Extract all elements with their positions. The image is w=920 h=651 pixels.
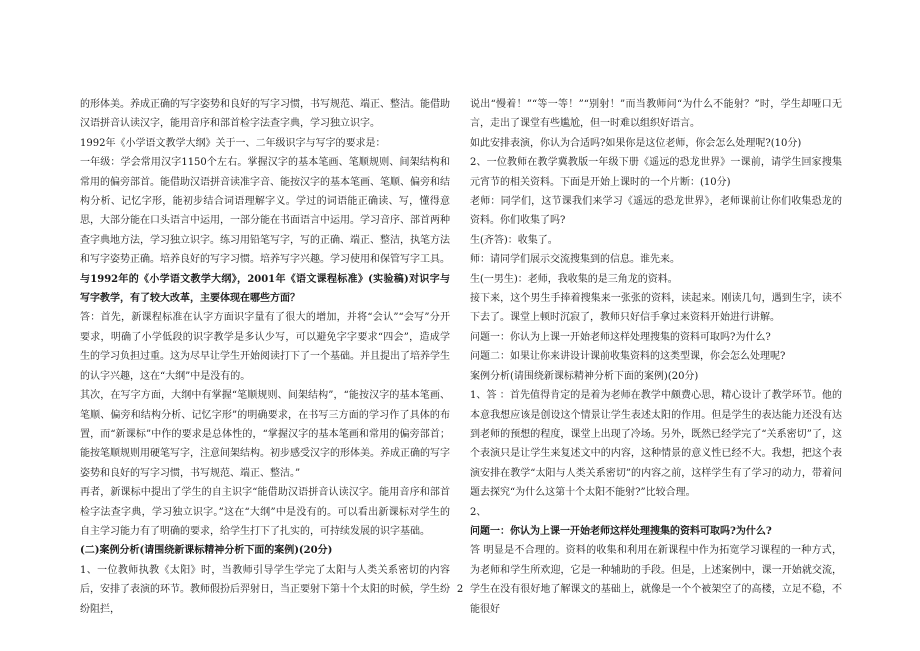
paragraph: 生(齐答)：收集了。: [470, 234, 558, 246]
paragraph: 师：请同学们展示交流搜集到的信息。谁先来。: [470, 254, 680, 266]
paragraph: 与1992年的《小学语文教学大纲》，2001年《语文课程标准》(实验稿)对识字与写字教学，有了较大改革，主要体现在哪些方面？: [80, 273, 450, 305]
paragraph: 问题二：如果让你来讲设计课前收集资料的这类型课，你会怎么处理呢?: [470, 351, 786, 363]
paragraph: 案例分析(请围绕新课标精神分析下面的案例)(20分): [470, 370, 699, 382]
paragraph: 1992年《小学语文教学大纲》关于一、二年级识字与写字的要求是：: [80, 137, 386, 149]
paragraph: 老师：同学们，这节课我们来学习《遥远的恐龙世界》，老师课前让你们收集恐龙的资料。你们收集了吗?: [470, 196, 842, 227]
paragraph: 生(一男生)：老师，我收集的是三角龙的资料。: [470, 273, 678, 285]
paragraph: 1、答 ：首先值得肯定的是着为老师在教学中颇费心思，精心设计了教学环节。他的本意我想应该是创设这个情景让学生表述太阳的作用。但是学生的表达能力还没有达到老师的预想的程度，课堂上出现了冷场。另外，既然已经学完了“关系密切”了，这个表演只是让学生来复述文中的内容，这种情景的意义性已经不大。我想，把这个表演安排在教学“太阳与人类关系密切”的内容之前，这样学生有了学习的动力，带着问题去探究“为什么这第十个太阳不能射?”比较合理。: [470, 390, 842, 499]
paragraph: 再者，新课标中提出了学生的自主识字“能借助汉语拼音认读汉字。能用音序和部首检字法查字典，学习独立识字。”这在“大纲”中是没有的。可以看出新课标对学生的自主学习能力有了明确的要求，给学生打下了扎实的，可持续发展的识字基础。: [80, 487, 450, 537]
paragraph: 如此安排表演，你认为合适吗?如果你是这位老师，你会怎么处理呢?(10分): [470, 137, 802, 149]
paragraph: 一年级：学会常用汉字1150个左右。掌握汉字的基本笔画、笔顺规则、间架结构和常用的偏旁部首。能借助汉语拼音读准字音、能按汉字的基本笔画、笔顺、偏旁和结构分析、记忆字形，能初步结合词语理解字义。学过的词语能正确读、写，懂得意思，大部分能在口头语言中运用，一部分能在书面语言中运用。学习音序、部首两种查字典地方法，学习独立识字。练习用铅笔写字，写的正确、端正、整洁，执笔方法和写字姿势正确。培养良好的写字习惯。培养写字兴趣。学习使用和保管写字工具。: [80, 157, 450, 266]
paragraph: 说出“慢着！”“等一等！”“别射！”而当教师问“为什么不能射？”时，学生却哑口无言，走出了课堂有些尴尬，但一时难以组织好语言。: [470, 99, 842, 130]
paragraph: (二)案例分析(请围绕新课标精神分析下面的案例)(20分): [80, 545, 333, 557]
right-column: [470, 95, 842, 619]
page-number: 2: [456, 584, 464, 595]
paragraph: 答 明显是不合理的。资料的收集和利用在新课程中作为拓宽学习课程的一种方式，为老师和学生所欢迎，它是一种辅助的手段。但是，上述案例中，课一开始就交流，学生在没有很好地了解课文的基础上，就像是一个个被架空了的高楼，立足不稳，不能很好: [470, 545, 842, 615]
paragraph: 答：首先，新课程标准在认字方面识字量有了很大的增加，并将“会认”“会写”分开要求，明确了小学低段的识字教学是多认少写，可以避免字字要求“四会”，造成学生的学习负担过重。这为尽早让学生开始阅读打下了一个基础。并且提出了培养学生的认字兴趣，这在“大纲”中是没有的。: [80, 312, 450, 382]
paragraph: 的形体美。养成正确的写字姿势和良好的写字习惯，书写规范、端正、整洁。能借助汉语拼音认读汉字，能用音序和部首检字法查字典，学习独立识字。: [80, 99, 450, 130]
left-column: [80, 95, 450, 619]
paragraph: 2、: [470, 506, 487, 518]
paragraph: 问题一：你认为上课一开始老师这样处理搜集的资料可取吗?为什么?: [470, 331, 771, 343]
paragraph: 其次，在写字方面，大纲中有掌握“笔顺规则、间架结构”，“能按汉字的基本笔画、笔顺、偏旁和结构分析、记忆字形”的明确要求，在书写三方面的学习作了具体的布置，而“新课标”中作的要求是总体性的，“掌握汉字的基本笔画和常用的偏旁部首；能按笔顺规则用硬笔写字，注意间架结构。初步感受汉字的形体美。养成正确的写字姿势和良好的写字习惯，书写规范、端正、整洁。”: [80, 390, 450, 479]
paragraph: 2、一位教师在教学冀教版一年级下册《遥远的恐龙世界》一课前，请学生回家搜集元宵节的相关资料。下面是开始上课时的一个片断：(10分): [470, 157, 842, 188]
paragraph: 问题一：你认为上课一开始老师这样处理搜集的资料可取吗?为什么?: [470, 525, 772, 537]
paragraph: 1、一位教师执教《太阳》时，当教师引导学生学完了太阳与人类关系密切的内容后，安排了表演的环节。教师假扮后羿射日，当正要射下第十个太阳的时候，学生纷纷阻拦，: [80, 564, 450, 615]
paragraph: 接下来，这个男生手捧着搜集来一张张的资料，读起来。刚读几句，遇到生字，读不下去了。课堂上顿时沉寂了，教师只好信手拿过来资料开始进行讲解。: [470, 293, 842, 324]
